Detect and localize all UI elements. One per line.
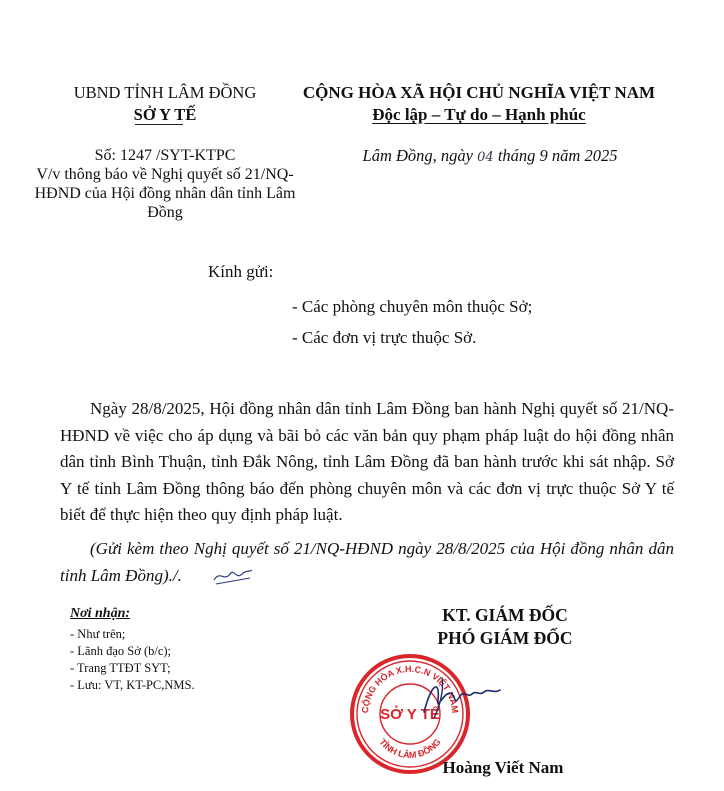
signatory-title-1: KT. GIÁM ĐỐC <box>442 605 568 625</box>
body-paragraph: Ngày 28/8/2025, Hội đồng nhân dân tỉnh Lâm Đồng ban hành Nghị quyết số 21/NQ-HĐND về việc cho áp dụng và bãi bỏ các văn bản quy phạm pháp luật do hội đồng nhân dân tỉnh Bình Thuận, tỉnh Đắk Nông, tỉnh Lâm Đồng đã ban hành trước khi sát nhập. Sở Y tế tỉnh Lâm Đồng thông báo đến phòng chuyên môn và các đơn vị trực thuộc Sở Y tế biết để thực hiện theo quy định pháp luật. <box>60 399 674 524</box>
place-date-prefix: Lâm Đồng, ngày <box>362 146 478 165</box>
national-motto: Độc lập – Tự do – Hạnh phúc <box>372 105 586 124</box>
receivers-list <box>70 626 195 694</box>
receiver-item: - Lưu: VT, KT-PC,NMS. <box>70 678 195 692</box>
receiver-item: - Như trên; <box>70 627 126 641</box>
receivers-title: Nơi nhận: <box>70 606 131 621</box>
signatory-title-2: PHÓ GIÁM ĐỐC <box>437 628 573 648</box>
national-heading <box>284 82 674 126</box>
seal-ring-top: CỘNG HÒA X.H.C.N VIỆT NAM <box>359 663 461 714</box>
attachment-note: (Gửi kèm theo Nghị quyết số 21/NQ-HĐND ngày 28/8/2025 của Hội đồng nhân dân tỉnh Lâm Đồng)./. <box>60 539 674 585</box>
place-date <box>330 146 650 166</box>
handwritten-signature <box>418 672 518 722</box>
document-subject: V/v thông báo về Nghị quyết số 21/NQ-HĐND của Hội đồng nhân dân tỉnh Lâm Đồng <box>34 166 296 221</box>
place-date-suffix: tháng 9 năm 2025 <box>493 146 618 165</box>
header-divider-left <box>135 124 183 125</box>
document-number: Số: 1247 /SYT-KTPC <box>94 147 236 164</box>
receiver-item: - Lãnh đạo Sở (b/c); <box>70 644 172 658</box>
initials-mark <box>210 562 254 588</box>
dept-name: SỞ Y TẾ <box>133 105 197 124</box>
issuing-authority <box>60 82 270 126</box>
seal-ring-bottom: TỈNH LÂM ĐỒNG <box>377 736 443 761</box>
recipient-item: - Các phòng chuyên môn thuộc Sở; <box>292 297 533 316</box>
greeting: Kính gửi: <box>208 262 274 281</box>
signatory-name: Hoàng Viết Nam <box>442 758 564 777</box>
org-name: UBND TỈNH LÂM ĐỒNG <box>73 83 257 102</box>
handwritten-day: 04 <box>477 150 494 165</box>
document-reference <box>30 146 300 222</box>
receiver-item: - Trang TTĐT SYT; <box>70 661 171 675</box>
recipient-item: - Các đơn vị trực thuộc Sở. <box>292 328 477 347</box>
signatory-title <box>390 604 620 650</box>
seal-center-text: SỞ Y TẾ <box>380 706 440 723</box>
nation-name: CỘNG HÒA XÃ HỘI CHỦ NGHĨA VIỆT NAM <box>302 83 656 102</box>
